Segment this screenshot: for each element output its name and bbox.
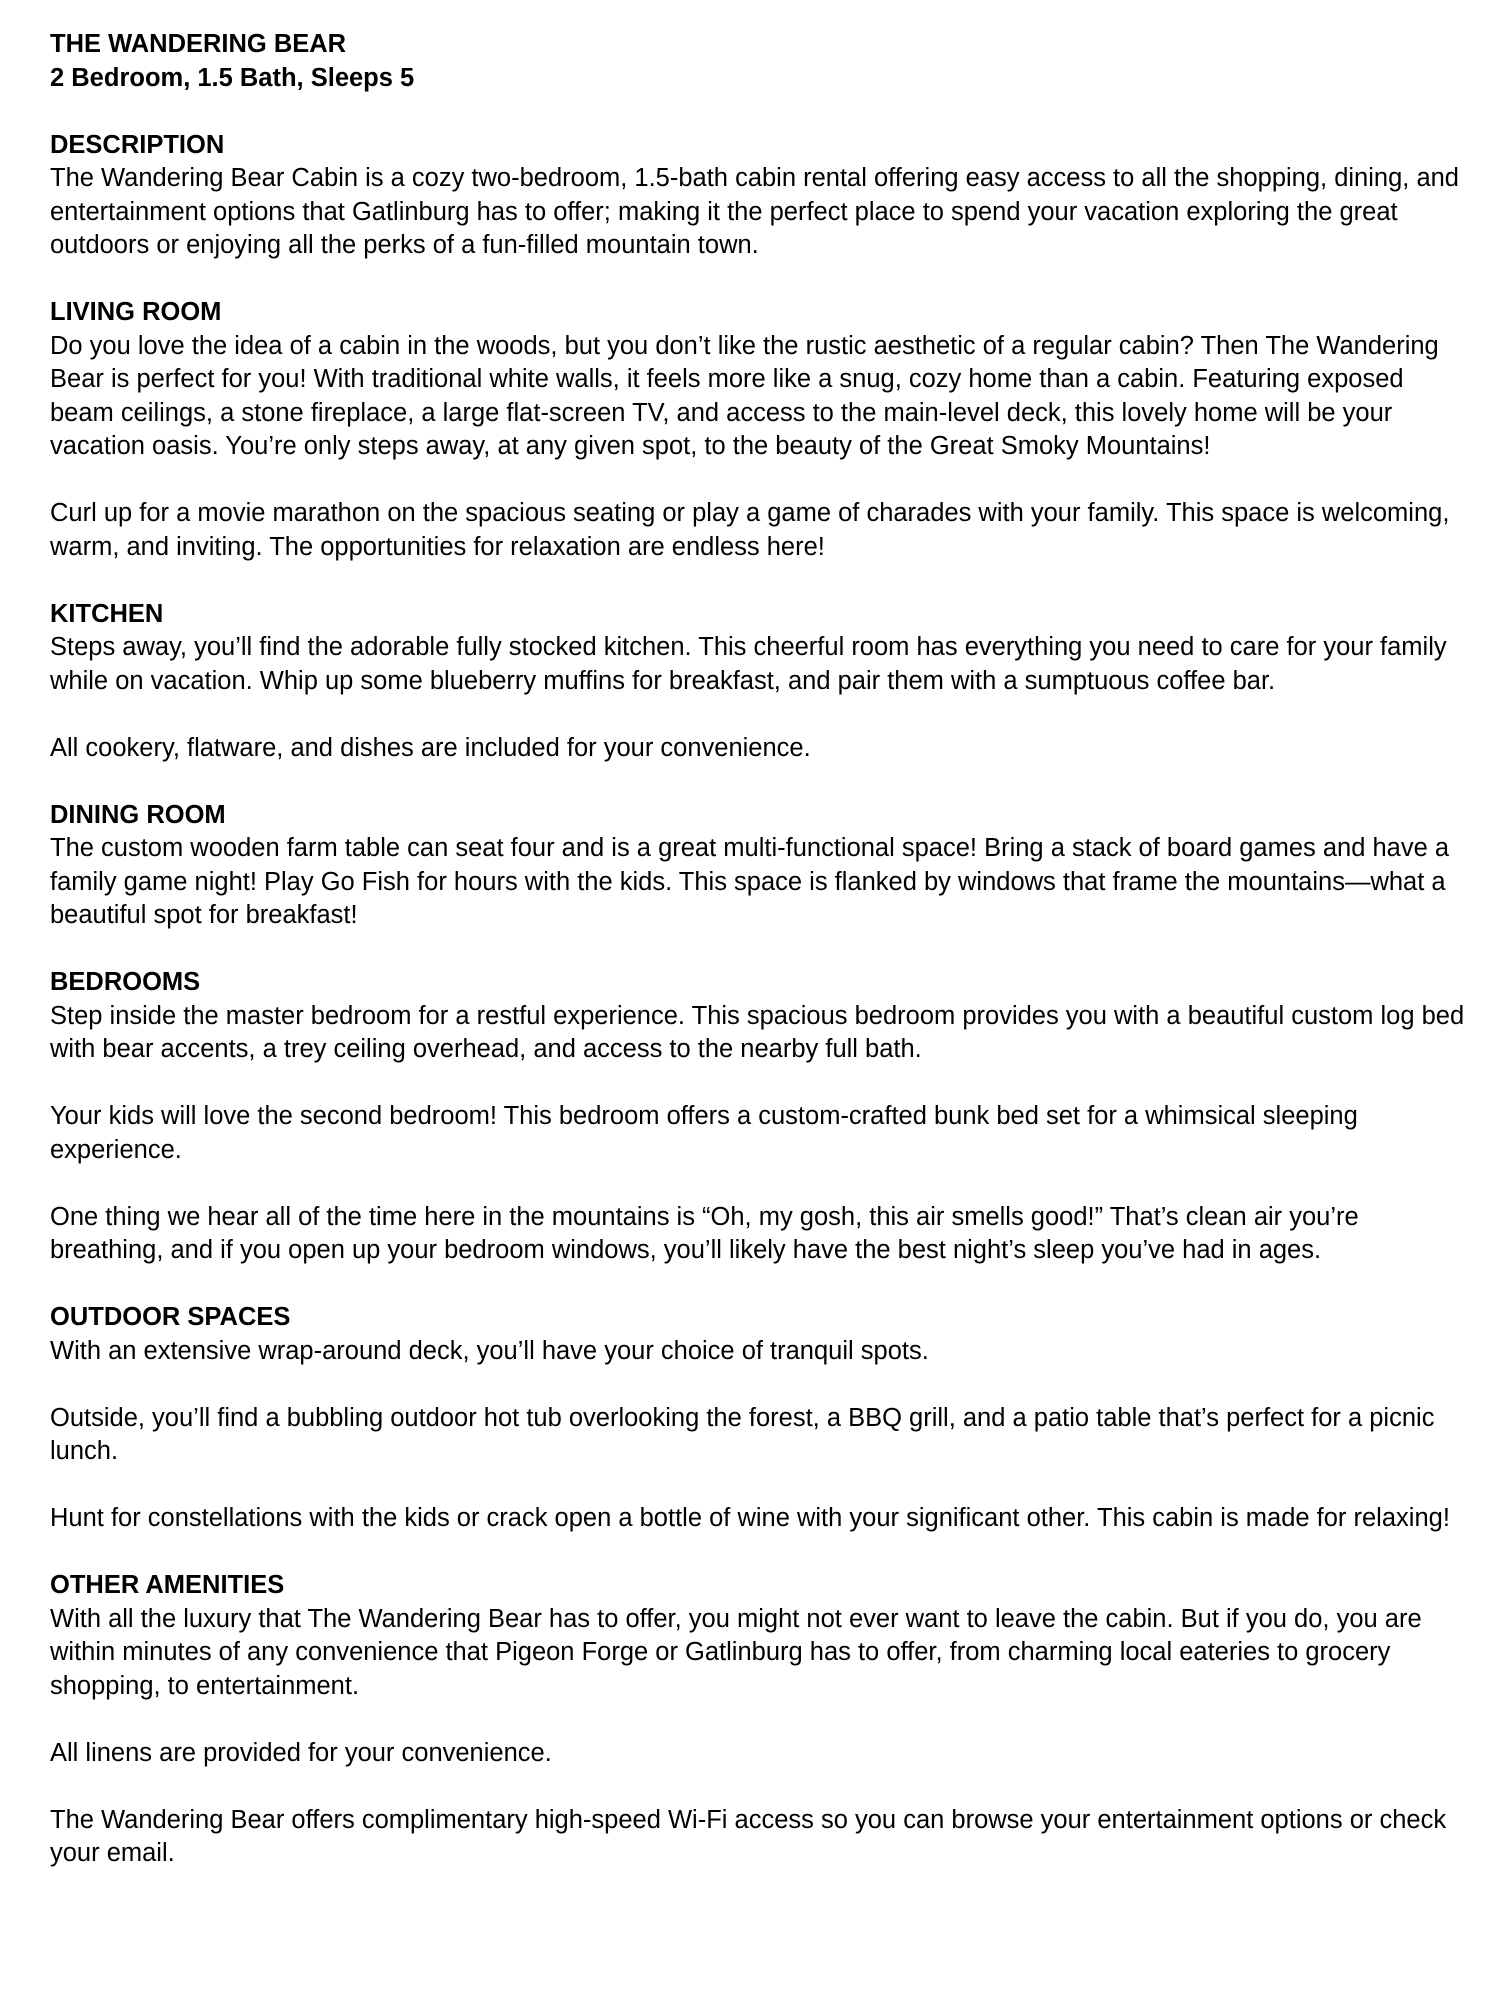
- section-paragraph: Hunt for constellations with the kids or crack open a bottle of wine with your significant other. This cabin is made for relaxing!: [50, 1504, 1450, 1532]
- section-description: [50, 129, 1470, 263]
- section-paragraph: The Wandering Bear offers complimentary high-speed Wi-Fi access so you can browse your entertainment options or check your email.: [50, 1805, 1447, 1867]
- section-living-room: [50, 296, 1470, 564]
- section-heading: OTHER AMENITIES: [50, 1571, 285, 1599]
- section-paragraph: The custom wooden farm table can seat four and is a great multi-functional space! Bring a stack of board games and have a family game night! Play Go Fish for hours with the kids. This space is flanked by windows that frame the mountains—what a beautiful spot for breakfast!: [50, 834, 1450, 929]
- section-bedrooms: [50, 966, 1470, 1268]
- section-paragraph: With all the luxury that The Wandering Bear has to offer, you might not ever want to leave the cabin. But if you do, you are within minutes of any convenience that Pigeon Forge or Gatlinburg has to offer, from charming local eateries to grocery shopping, to entertainment.: [50, 1604, 1422, 1700]
- section-paragraph: Steps away, you’ll find the adorable fully stocked kitchen. This cheerful room has everything you need to care for your family while on vacation. Whip up some blueberry muffins for breakfast, and pair them with a sumptuous coffee bar.: [50, 633, 1447, 695]
- section-paragraph: Your kids will love the second bedroom! This bedroom offers a custom-crafted bunk bed set for a whimsical sleeping experience.: [50, 1102, 1358, 1164]
- section-paragraph: Do you love the idea of a cabin in the woods, but you don’t like the rustic aesthetic of a regular cabin? Then The Wandering Bear is perfect for you! With traditional white walls, it feels more like a snug, cozy home than a cabin. Featuring exposed beam ceilings, a stone fireplace, a large flat-screen TV, and access to the main-level deck, this lovely home will be your vacation oasis. You’re only steps away, at any given spot, to the beauty of the Great Smoky Mountains!: [50, 331, 1439, 460]
- section-dining-room: [50, 799, 1470, 933]
- section-paragraph: With an extensive wrap-around deck, you’ll have your choice of tranquil spots.: [50, 1336, 929, 1365]
- section-kitchen: [50, 598, 1470, 766]
- section-other-amenities: [50, 1569, 1470, 1871]
- title-block: [50, 28, 1470, 95]
- section-paragraph: Curl up for a movie marathon on the spacious seating or play a game of charades with your family. This space is welcoming, warm, and inviting. The opportunities for relaxation are endless here!: [50, 499, 1450, 561]
- section-heading: DESCRIPTION: [50, 130, 225, 159]
- section-heading: KITCHEN: [50, 599, 164, 628]
- section-paragraph: Outside, you’ll find a bubbling outdoor hot tub overlooking the forest, a BBQ grill, and a patio table that’s perfect for a picnic lunch.: [50, 1403, 1435, 1465]
- document-title: THE WANDERING BEAR: [50, 30, 347, 58]
- section-paragraph: One thing we hear all of the time here in the mountains is “Oh, my gosh, this air smells good!” That’s clean air you’re breathing, and if you open up your bedroom windows, you’ll likely have the best night’s sleep you’ve had in ages.: [50, 1202, 1359, 1264]
- section-paragraph: Step inside the master bedroom for a restful experience. This spacious bedroom provides you with a beautiful custom log bed with bear accents, a trey ceiling overhead, and access to the nearby full bath.: [50, 1001, 1465, 1063]
- document-subtitle: 2 Bedroom, 1.5 Bath, Sleeps 5: [50, 63, 415, 92]
- section-heading: LIVING ROOM: [50, 298, 222, 326]
- section-paragraph: All linens are provided for your convenience.: [50, 1738, 552, 1767]
- section-heading: OUTDOOR SPACES: [50, 1303, 291, 1331]
- section-heading: DINING ROOM: [50, 800, 226, 829]
- document-page: [50, 28, 1470, 1904]
- section-paragraph: All cookery, flatware, and dishes are included for your convenience.: [50, 733, 811, 762]
- section-paragraph: The Wandering Bear Cabin is a cozy two-bedroom, 1.5-bath cabin rental offering easy access to all the shopping, dining, and entertainment options that Gatlinburg has to offer; making it the perfect place to spend your vacation exploring the great outdoors or enjoying all the perks of a fun-filled mountain town.: [50, 164, 1459, 259]
- section-heading: BEDROOMS: [50, 968, 201, 996]
- section-outdoor-spaces: [50, 1301, 1470, 1536]
